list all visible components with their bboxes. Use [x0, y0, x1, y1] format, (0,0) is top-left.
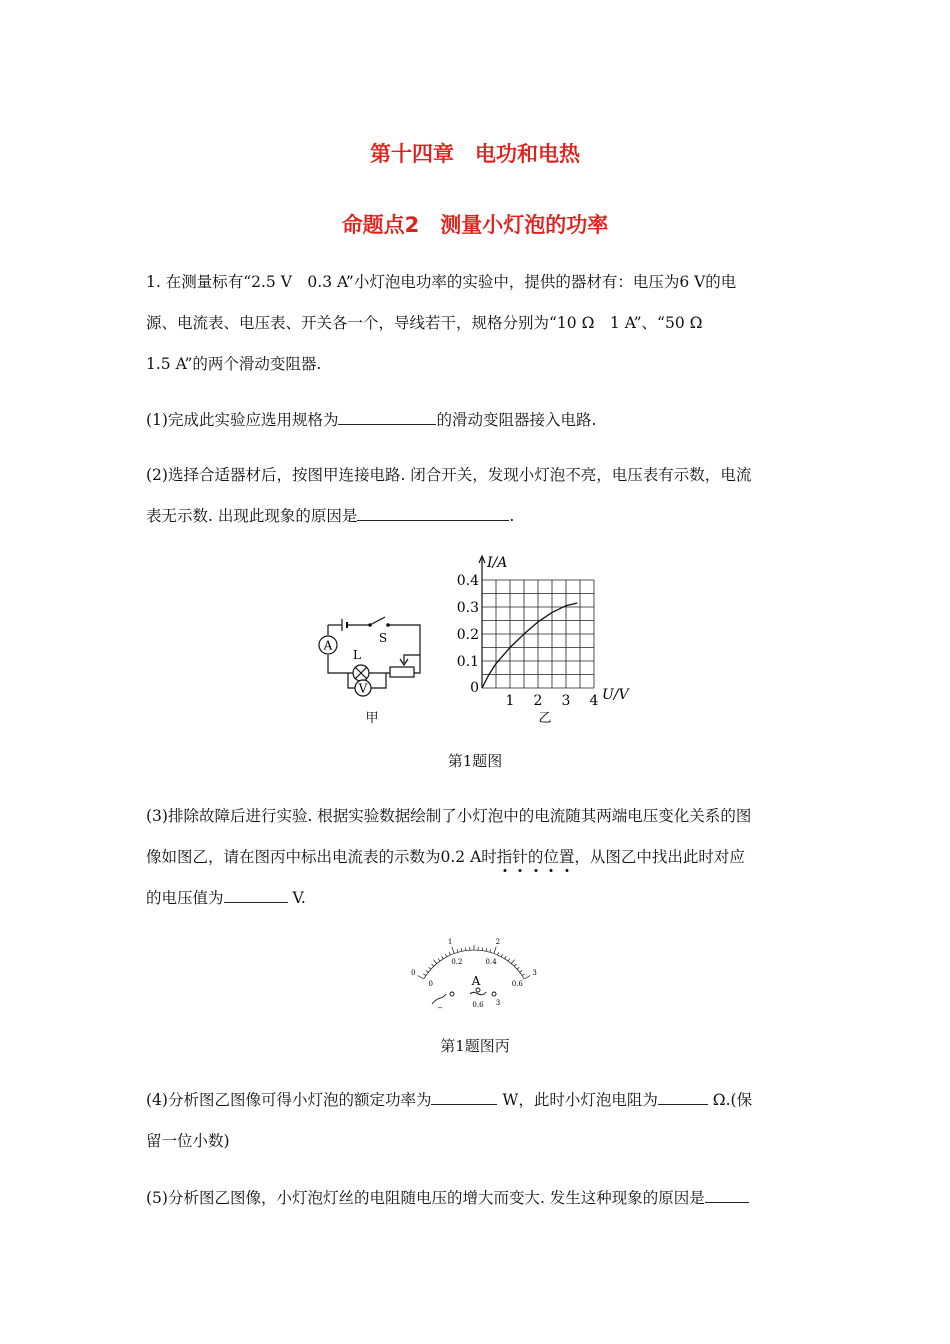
current-voltage-graph	[452, 552, 642, 734]
dial-top-scale-label: 0	[411, 969, 416, 977]
dial-tick	[522, 974, 525, 976]
x-tick-label: 4	[589, 693, 599, 709]
dial-tick	[501, 954, 502, 957]
dial-top-scale-label: 2	[495, 938, 501, 947]
part-2-text-b: .	[509, 507, 515, 525]
dial-tick	[434, 960, 437, 964]
part-3-line-2	[146, 837, 806, 878]
y-tick-label: 0.4	[456, 573, 479, 589]
part-3-line-1: (3)排除故障后进行实验. 根据实验数据绘制了小灯泡中的电流随其两端电压变化关系的图	[146, 807, 752, 825]
y-tick-label: 0.1	[456, 654, 479, 670]
dial-tick	[442, 956, 444, 959]
part-4-text-b: W，此时小灯泡电阻为	[497, 1091, 658, 1109]
dial-tick	[452, 947, 454, 954]
voltmeter-symbol: V	[358, 681, 368, 696]
dial-bottom-scale-label: 0	[428, 980, 433, 988]
figure-1-caption: 第1题图	[447, 752, 503, 770]
part-1-text-b: 的滑动变阻器接入电路.	[436, 411, 597, 429]
part-5-text: (5)分析图乙图像，小灯泡灯丝的电阻随电压的增大而变大. 发生这种现象的原因是	[146, 1189, 705, 1207]
dial-tick	[514, 964, 516, 966]
dial-bottom-scale-label: 0.6	[511, 980, 523, 988]
answer-blank-1[interactable]	[338, 406, 436, 425]
part-4-line-1	[146, 1080, 806, 1121]
part-3	[146, 796, 806, 919]
ammeter-symbol: A	[323, 638, 333, 653]
terminal-minus: −	[437, 1004, 443, 1012]
x-axis-label: U/V	[602, 687, 629, 703]
circuit-label: 甲	[365, 711, 379, 726]
part-2-line-2	[146, 496, 806, 537]
part-1-text-a: (1)完成此实验应选用规格为	[146, 411, 339, 429]
dial-tick	[524, 976, 530, 980]
circuit-diagram	[312, 605, 437, 730]
terminal-0-6: 0.6	[472, 1001, 484, 1009]
dial-bottom-scale-label: 0.2	[451, 958, 463, 966]
dial-tick	[461, 948, 462, 951]
dial-top-scale-label: 3	[532, 969, 537, 977]
question-stem	[146, 262, 806, 385]
part-4-text-c: Ω.(保	[707, 1091, 753, 1109]
dial-tick	[449, 952, 450, 955]
dial-tick	[517, 967, 519, 969]
terminal-3: 3	[495, 999, 501, 1007]
dial-tick	[498, 952, 499, 955]
part-4-text-a: (4)分析图乙图像可得小灯泡的额定功率为	[146, 1091, 432, 1109]
dial-tick	[505, 956, 507, 959]
dial-tick	[511, 960, 514, 964]
stem-line-1: 1. 在测量标有“2.5 V 0.3 A”小灯泡电功率的实验中，提供的器材有：电压为6 V的电	[146, 273, 737, 291]
graph-origin-label: 0	[470, 680, 479, 696]
section-title: 命题点2 测量小灯泡的功率	[341, 213, 609, 237]
y-tick-label: 0.3	[456, 600, 479, 616]
dial-tick	[418, 976, 424, 980]
meter-letter: A	[471, 974, 481, 988]
ammeter-dial[interactable]	[410, 930, 540, 1015]
figure-2-caption: 第1题图丙	[440, 1037, 510, 1055]
part-3-text-a: 像如图乙，请在图丙中标出电流表的示数为0.2 A时	[146, 848, 497, 866]
dial-tick	[429, 967, 431, 969]
part-2-text-a: 表无示数. 出现此现象的原因是	[146, 507, 358, 525]
dial-tick	[423, 974, 426, 976]
answer-blank-2[interactable]	[357, 502, 509, 521]
x-tick-label: 3	[561, 693, 571, 709]
dial-top-scale-label: 1	[447, 938, 453, 947]
answer-blank-5[interactable]	[658, 1086, 708, 1105]
x-tick-label: 2	[533, 693, 543, 709]
part-3-text-b: ，从图乙中找出此时对应	[574, 848, 745, 866]
dial-tick	[426, 970, 428, 972]
dial-bottom-scale-label: 0.4	[485, 958, 497, 966]
part-3-text-c: 的电压值为	[146, 889, 224, 907]
answer-blank-6[interactable]	[705, 1184, 749, 1203]
dial-tick	[438, 959, 440, 962]
lamp-label: L	[353, 648, 361, 662]
dial-tick	[457, 949, 458, 952]
part-4-line-2: 留一位小数)	[146, 1132, 230, 1150]
chapter-title: 第十四章 电功和电热	[370, 142, 580, 166]
emphasis-char: 的	[527, 848, 544, 866]
graph-label: 乙	[538, 711, 552, 726]
part-4	[146, 1080, 806, 1162]
emphasis-char: 置	[558, 848, 575, 866]
part-3-line-3	[146, 878, 806, 919]
y-tick-label: 0.2	[456, 627, 479, 643]
answer-blank-3[interactable]	[224, 884, 288, 903]
part-2-line-1: (2)选择合适器材后，按图甲连接电路. 闭合开关，发现小灯泡不亮，电压表有示数，电流	[146, 466, 752, 484]
part-2	[146, 455, 806, 537]
dial-tick	[494, 947, 496, 954]
emphasis-char: 指	[496, 848, 513, 866]
stem-line-2: 源、电流表、电压表、开关各一个，导线若干，规格分别为“10 Ω 1 A”、“50 Ω	[146, 314, 703, 332]
x-tick-label: 1	[505, 693, 515, 709]
dial-tick	[520, 970, 522, 972]
emphasis-text	[497, 848, 575, 866]
emphasis-char: 位	[543, 848, 559, 866]
y-axis-label: I/A	[487, 555, 508, 571]
part-3-text-d: V.	[287, 889, 306, 907]
answer-blank-4[interactable]	[431, 1086, 497, 1105]
dial-tick	[445, 954, 446, 957]
dial-tick	[432, 964, 434, 966]
dial-tick	[486, 948, 487, 951]
switch-label: S	[378, 631, 388, 645]
emphasis-char: 针	[512, 848, 528, 866]
dial-tick	[490, 949, 491, 952]
part-5	[146, 1178, 806, 1219]
stem-line-3: 1.5 A”的两个滑动变阻器.	[146, 355, 322, 373]
dial-tick	[508, 959, 510, 962]
part-1	[146, 400, 806, 441]
